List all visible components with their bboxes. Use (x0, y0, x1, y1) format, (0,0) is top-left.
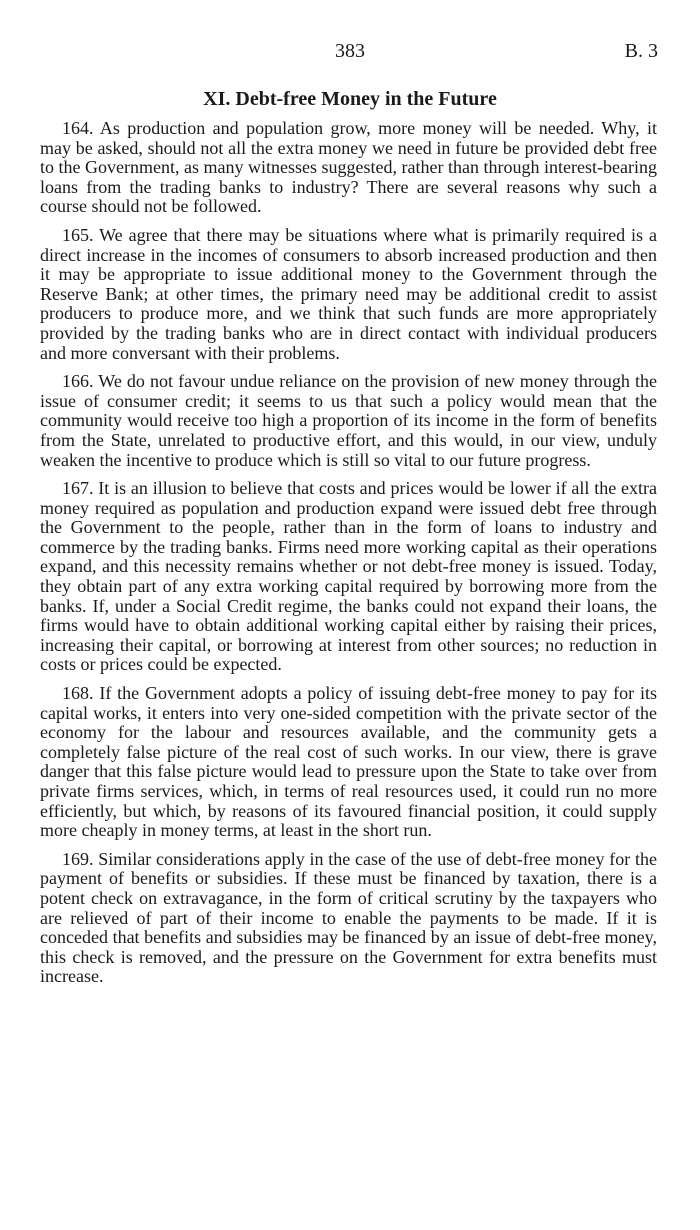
body-text (40, 119, 657, 996)
paragraph-165: 165. We agree that there may be situations where what is primarily required is a direct increase in the incomes of consumers to absorb increased production and then it may be appropriate to issue additional money to the Government through the Reserve Bank; at other times, the primary need may be additional credit to assist producers to produce more, and we think that such funds are more appropriately provided by the trading banks who are in direct contact with individual producers and more conversant with their problems. (40, 224, 657, 363)
paragraph-169: 169. Similar considerations apply in the case of the use of debt-free money for the payment of benefits or subsidies. If these must be financed by taxation, there is a potent check on extravagance, in the form of critical scrutiny by the taxpayers who are relieved of part of their income to enable the payments to be made. If it is conceded that benefits and subsidies may be financed by an issue of debt-free money, this check is removed, and the pressure on the Government for extra benefits must increase. (40, 848, 657, 987)
paragraph-164: 164. As production and population grow, more money will be needed. Why, it may be asked, should not all the extra money we need in future be provided debt free to the Government, as many witnesses suggested, rather than through interest-bearing loans from the trading banks to industry? There are several reasons why such a course should not be followed. (40, 118, 657, 217)
paragraph-167: 167. It is an illusion to believe that costs and prices would be lower if all the extra money required as population and production expand were issued debt free through the Government to the people, rather than in the form of loans to industry and commerce by the trading banks. Firms need more working capital as their operations expand, and this necessity remains whether or not debt-free money is issued. Today, they obtain part of any extra working capital required by borrowing more from the banks. If, under a Social Credit regime, the banks could not expand their loans, the firms would have to obtain additional working capital either by raising their prices, increasing their capital, or borrowing at interest from other sources; no reduction in costs or prices could be expected. (40, 478, 657, 675)
page-number: 383 (335, 40, 365, 62)
paragraph-168: 168. If the Government adopts a policy of issuing debt-free money to pay for its capital works, it enters into very one-sided competition with the private sector of the economy for the labour and resources available, and the community gets a completely false picture of the real cost of such works. In our view, there is grave danger that this false picture would lead to pressure upon the State to take over from private firms services, which, in terms of real resources used, it could run no more efficiently, but which, by reasons of its favoured financial position, it could supply more cheaply in money terms, at least in the short run. (40, 683, 657, 841)
section-heading: XI. Debt-free Money in the Future (203, 88, 497, 110)
document-reference: B. 3 (624, 40, 658, 62)
paragraph-166: 166. We do not favour undue reliance on the provision of new money through the issue of consumer credit; it seems to us that such a policy would mean that the community would receive too high a proportion of its income in the form of benefits from the State, unrelated to productive effort, and this would, in our view, unduly weaken the incentive to produce which is still so vital to our future progress. (40, 371, 657, 470)
